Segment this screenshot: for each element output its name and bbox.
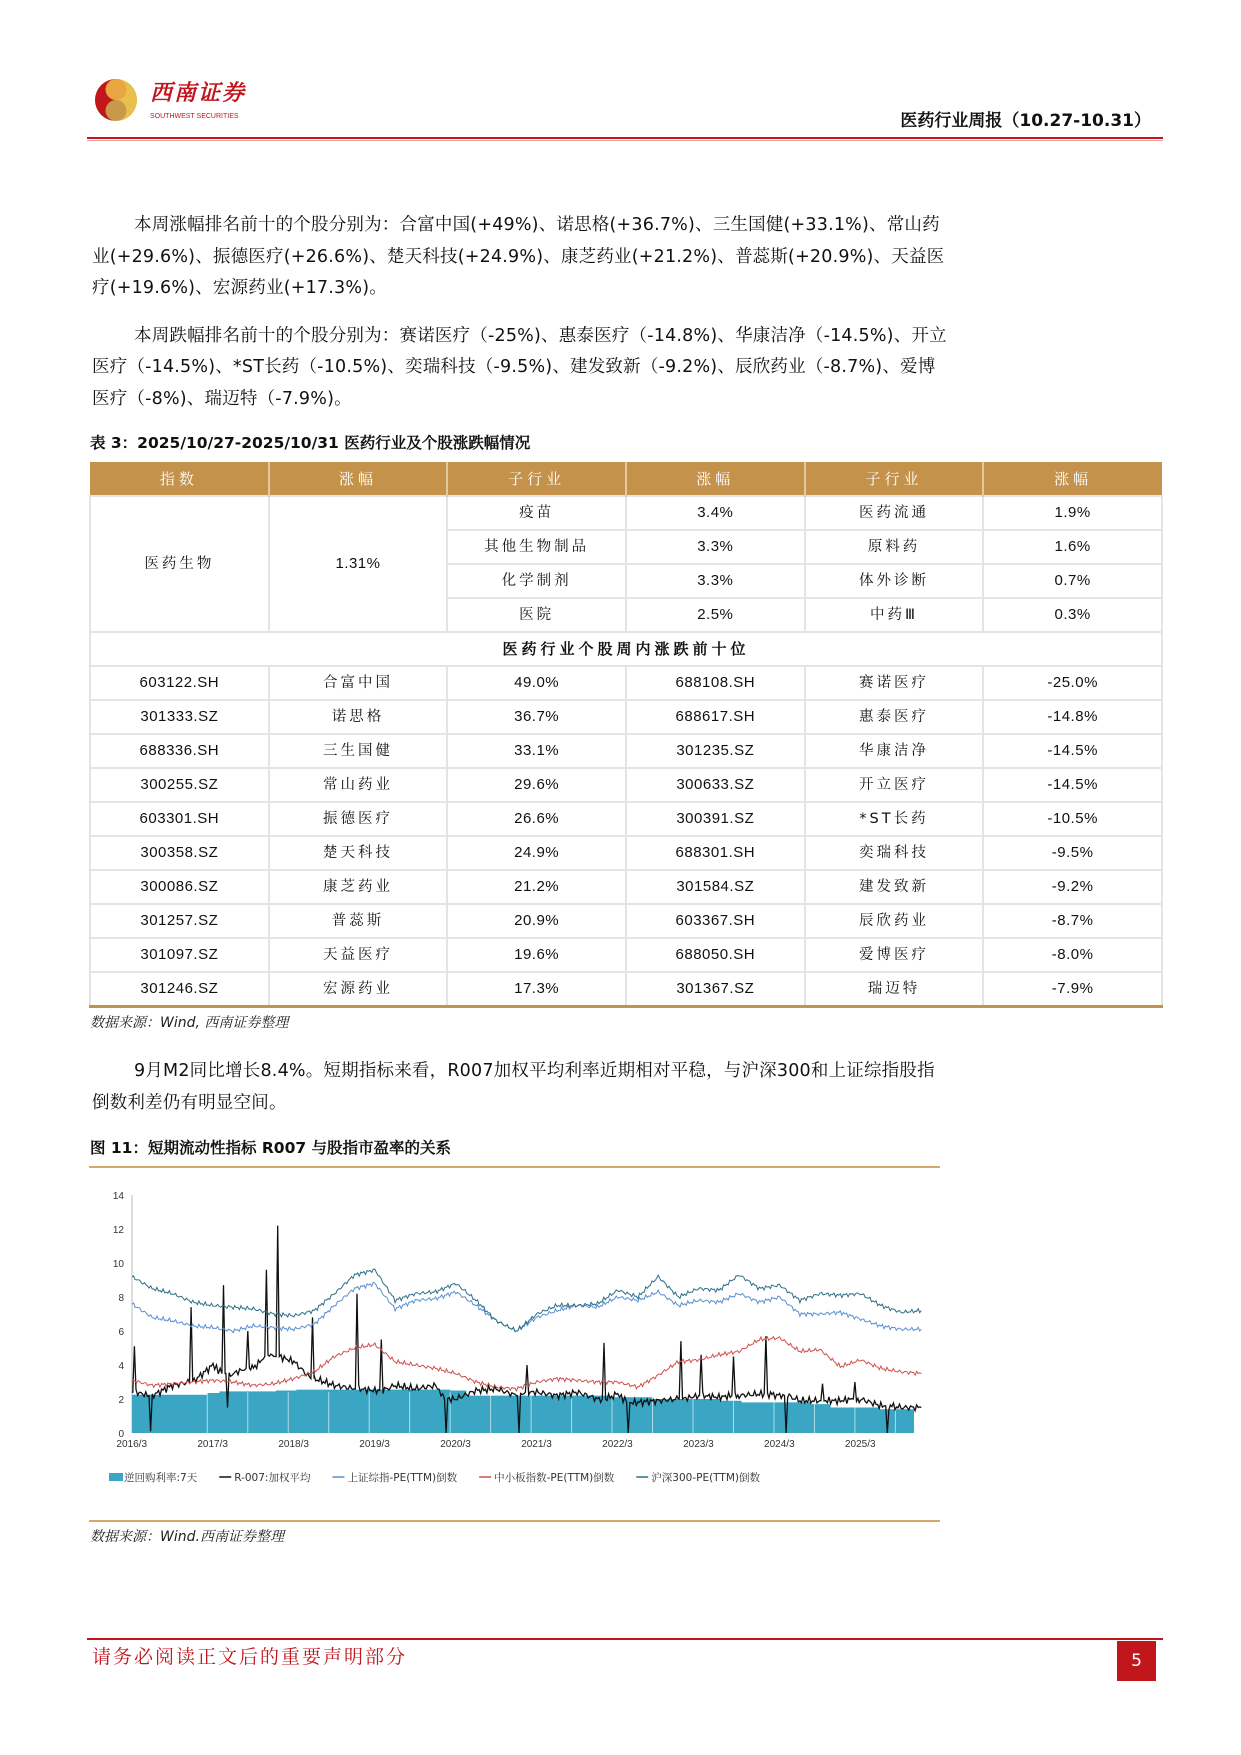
sub-change: 3.3% (626, 564, 805, 598)
pharma-performance-table (89, 462, 1163, 1008)
y-tick-label: 12 (112, 1225, 124, 1236)
table-row (90, 496, 1162, 530)
loser-code: 301584.SZ (626, 870, 805, 904)
loser-code: 603367.SH (626, 904, 805, 938)
stock-row (90, 972, 1162, 1007)
loser-code: 688617.SH (626, 700, 805, 734)
loser-change: -14.5% (983, 734, 1162, 768)
gainer-change: 17.3% (447, 972, 626, 1007)
loser-name: 辰欣药业 (805, 904, 984, 938)
col-header: 子行业 (447, 462, 626, 496)
gainer-name: 宏源药业 (269, 972, 448, 1007)
sub-change: 0.7% (983, 564, 1162, 598)
col-header: 指数 (90, 462, 269, 496)
gainer-change: 24.9% (447, 836, 626, 870)
y-tick-label: 14 (112, 1191, 124, 1202)
legend-label: 中小板指数-PE(TTM)倒数 (494, 1472, 615, 1484)
stock-row (90, 734, 1162, 768)
gainer-name: 合富中国 (269, 666, 448, 700)
loser-change: -25.0% (983, 666, 1162, 700)
loser-change: -8.7% (983, 904, 1162, 938)
gainer-change: 36.7% (447, 700, 626, 734)
gainer-code: 300086.SZ (90, 870, 269, 904)
y-tick-label: 2 (118, 1395, 124, 1406)
loser-change: -14.8% (983, 700, 1162, 734)
gainer-code: 300358.SZ (90, 836, 269, 870)
loser-change: -14.5% (983, 768, 1162, 802)
sub-industry: 化学制剂 (447, 564, 626, 598)
gainer-name: 普蕊斯 (269, 904, 448, 938)
gainer-name: 振德医疗 (269, 802, 448, 836)
table-caption: 表 3：2025/10/27-2025/10/31 医药行业及个股涨跌幅情况 (90, 434, 531, 452)
series-line-3 (132, 1337, 921, 1391)
legend-label: 上证综指-PE(TTM)倒数 (347, 1472, 458, 1484)
legend-label: 沪深300-PE(TTM)倒数 (651, 1472, 760, 1484)
loser-name: *ST长药 (805, 802, 984, 836)
loser-code: 300633.SZ (626, 768, 805, 802)
y-tick-label: 0 (118, 1429, 124, 1440)
gainer-code: 301097.SZ (90, 938, 269, 972)
col-header: 涨幅 (626, 462, 805, 496)
gainer-code: 688336.SH (90, 734, 269, 768)
stock-row (90, 836, 1162, 870)
footer-disclaimer: 请务必阅读正文后的重要声明部分 (92, 1646, 408, 1668)
loser-name: 建发致新 (805, 870, 984, 904)
legend-label: R-007:加权平均 (234, 1472, 311, 1484)
col-header: 涨幅 (983, 462, 1162, 496)
y-tick-label: 8 (118, 1293, 124, 1304)
figure-caption: 图 11：短期流动性指标 R007 与股指市盈率的关系 (90, 1139, 452, 1157)
loser-code: 301367.SZ (626, 972, 805, 1007)
paragraph-liquidity: 9月M2同比增长8.4%。短期指标来看，R007加权平均利率近期相对平稳，与沪深300和上证综指股指倒数利差仍有明显空间。 (92, 1061, 935, 1113)
table-header-row (90, 462, 1162, 496)
x-tick-label: 2020/3 (440, 1439, 471, 1450)
loser-code: 688050.SH (626, 938, 805, 972)
loser-code: 688301.SH (626, 836, 805, 870)
loser-name: 开立医疗 (805, 768, 984, 802)
gainer-name: 康芝药业 (269, 870, 448, 904)
index-change: 1.31% (269, 496, 448, 632)
gainer-code: 301333.SZ (90, 700, 269, 734)
loser-name: 奕瑞科技 (805, 836, 984, 870)
page-number: 5 (1117, 1641, 1156, 1681)
report-title: 医药行业周报（10.27-10.31） (900, 111, 1151, 131)
gainer-code: 300255.SZ (90, 768, 269, 802)
section-title: 医药行业个股周内涨跌前十位 (90, 632, 1162, 666)
sub-change: 2.5% (626, 598, 805, 632)
legend-label: 逆回购利率:7天 (124, 1472, 198, 1484)
main-content (89, 210, 1163, 1546)
stock-row (90, 700, 1162, 734)
y-tick-label: 4 (118, 1361, 124, 1372)
logo-mark-icon (94, 76, 142, 124)
table-source: 数据来源：Wind, 西南证券整理 (90, 1015, 289, 1031)
stock-row (90, 904, 1162, 938)
loser-change: -9.5% (983, 836, 1162, 870)
series-line-4 (132, 1269, 921, 1332)
loser-name: 赛诺医疗 (805, 666, 984, 700)
figure-source: 数据来源：Wind.西南证券整理 (90, 1529, 284, 1545)
header-divider (87, 137, 1163, 139)
gainer-code: 301257.SZ (90, 904, 269, 938)
sub-change: 0.3% (983, 598, 1162, 632)
company-logo (94, 76, 142, 124)
loser-code: 301235.SZ (626, 734, 805, 768)
logo-english-name: SOUTHWEST SECURITIES (150, 113, 239, 120)
loser-change: -9.2% (983, 870, 1162, 904)
sub-industry: 医院 (447, 598, 626, 632)
stock-row (90, 938, 1162, 972)
sub-change: 1.6% (983, 530, 1162, 564)
sub-industry: 其他生物制品 (447, 530, 626, 564)
gainer-code: 603301.SH (90, 802, 269, 836)
gainer-code: 301246.SZ (90, 972, 269, 1007)
table-section-row (90, 632, 1162, 666)
gainer-change: 33.1% (447, 734, 626, 768)
x-tick-label: 2017/3 (197, 1439, 228, 1450)
stock-row (90, 802, 1162, 836)
x-tick-label: 2023/3 (683, 1439, 714, 1450)
index-name: 医药生物 (90, 496, 269, 632)
gainer-change: 21.2% (447, 870, 626, 904)
series-line-2 (132, 1282, 921, 1332)
loser-name: 华康洁净 (805, 734, 984, 768)
header-divider-shadow (87, 140, 1163, 141)
gainer-change: 19.6% (447, 938, 626, 972)
stock-row (90, 666, 1162, 700)
sub-industry: 中药Ⅲ (805, 598, 984, 632)
gainer-name: 楚天科技 (269, 836, 448, 870)
stock-row (90, 768, 1162, 802)
sub-industry: 体外诊断 (805, 564, 984, 598)
x-tick-label: 2024/3 (764, 1439, 795, 1450)
gainer-change: 29.6% (447, 768, 626, 802)
x-tick-label: 2021/3 (521, 1439, 552, 1450)
loser-change: -7.9% (983, 972, 1162, 1007)
sub-change: 3.4% (626, 496, 805, 530)
loser-change: -8.0% (983, 938, 1162, 972)
col-header: 涨幅 (269, 462, 448, 496)
gainer-change: 26.6% (447, 802, 626, 836)
sub-industry: 疫苗 (447, 496, 626, 530)
loser-code: 688108.SH (626, 666, 805, 700)
figure-bottom-rule (89, 1520, 940, 1522)
loser-name: 爱博医疗 (805, 938, 984, 972)
stock-row (90, 870, 1162, 904)
gainer-name: 三生国健 (269, 734, 448, 768)
x-tick-label: 2025/3 (845, 1439, 876, 1450)
logo-chinese-name: 西南证券 (150, 80, 247, 106)
col-header: 子行业 (805, 462, 984, 496)
legend-swatch (109, 1473, 123, 1481)
paragraph-top-losers: 本周跌幅排名前十的个股分别为：赛诺医疗（-25%)、惠泰医疗（-14.8%)、华康洁净（-14.5%)、开立医疗（-14.5%)、*ST长药（-10.5%)、奕瑞科技（-9.5%)、建发致新（-9.2%)、辰欣药业（-8.7%)、爱博医疗（-8%)、瑞迈特（-7.9%)。 (92, 325, 947, 409)
x-tick-label: 2022/3 (602, 1439, 633, 1450)
y-tick-label: 10 (112, 1259, 124, 1270)
paragraph-top-gainers: 本周涨幅排名前十的个股分别为：合富中国(+49%)、诺思格(+36.7%)、三生国健(+33.1%)、常山药业(+29.6%)、振德医疗(+26.6%)、楚天科技(+24.9%)、康芝药业(+21.2%)、普蕊斯(+20.9%)、天益医疗(+19.6%)、宏源药业(+17.3%)。 (92, 215, 945, 298)
loser-change: -10.5% (983, 802, 1162, 836)
liquidity-pe-chart (89, 1168, 940, 1520)
y-tick-label: 6 (118, 1327, 124, 1338)
sub-industry: 医药流通 (805, 496, 984, 530)
gainer-name: 天益医疗 (269, 938, 448, 972)
loser-name: 瑞迈特 (805, 972, 984, 1007)
x-tick-label: 2018/3 (278, 1439, 309, 1450)
sub-change: 3.3% (626, 530, 805, 564)
x-tick-label: 2016/3 (116, 1439, 148, 1450)
gainer-name: 诺思格 (269, 700, 448, 734)
gainer-change: 20.9% (447, 904, 626, 938)
footer-divider (87, 1638, 1163, 1640)
loser-code: 300391.SZ (626, 802, 805, 836)
sub-industry: 原料药 (805, 530, 984, 564)
gainer-code: 603122.SH (90, 666, 269, 700)
gainer-name: 常山药业 (269, 768, 448, 802)
gainer-change: 49.0% (447, 666, 626, 700)
x-tick-label: 2019/3 (359, 1439, 390, 1450)
sub-change: 1.9% (983, 496, 1162, 530)
loser-name: 惠泰医疗 (805, 700, 984, 734)
